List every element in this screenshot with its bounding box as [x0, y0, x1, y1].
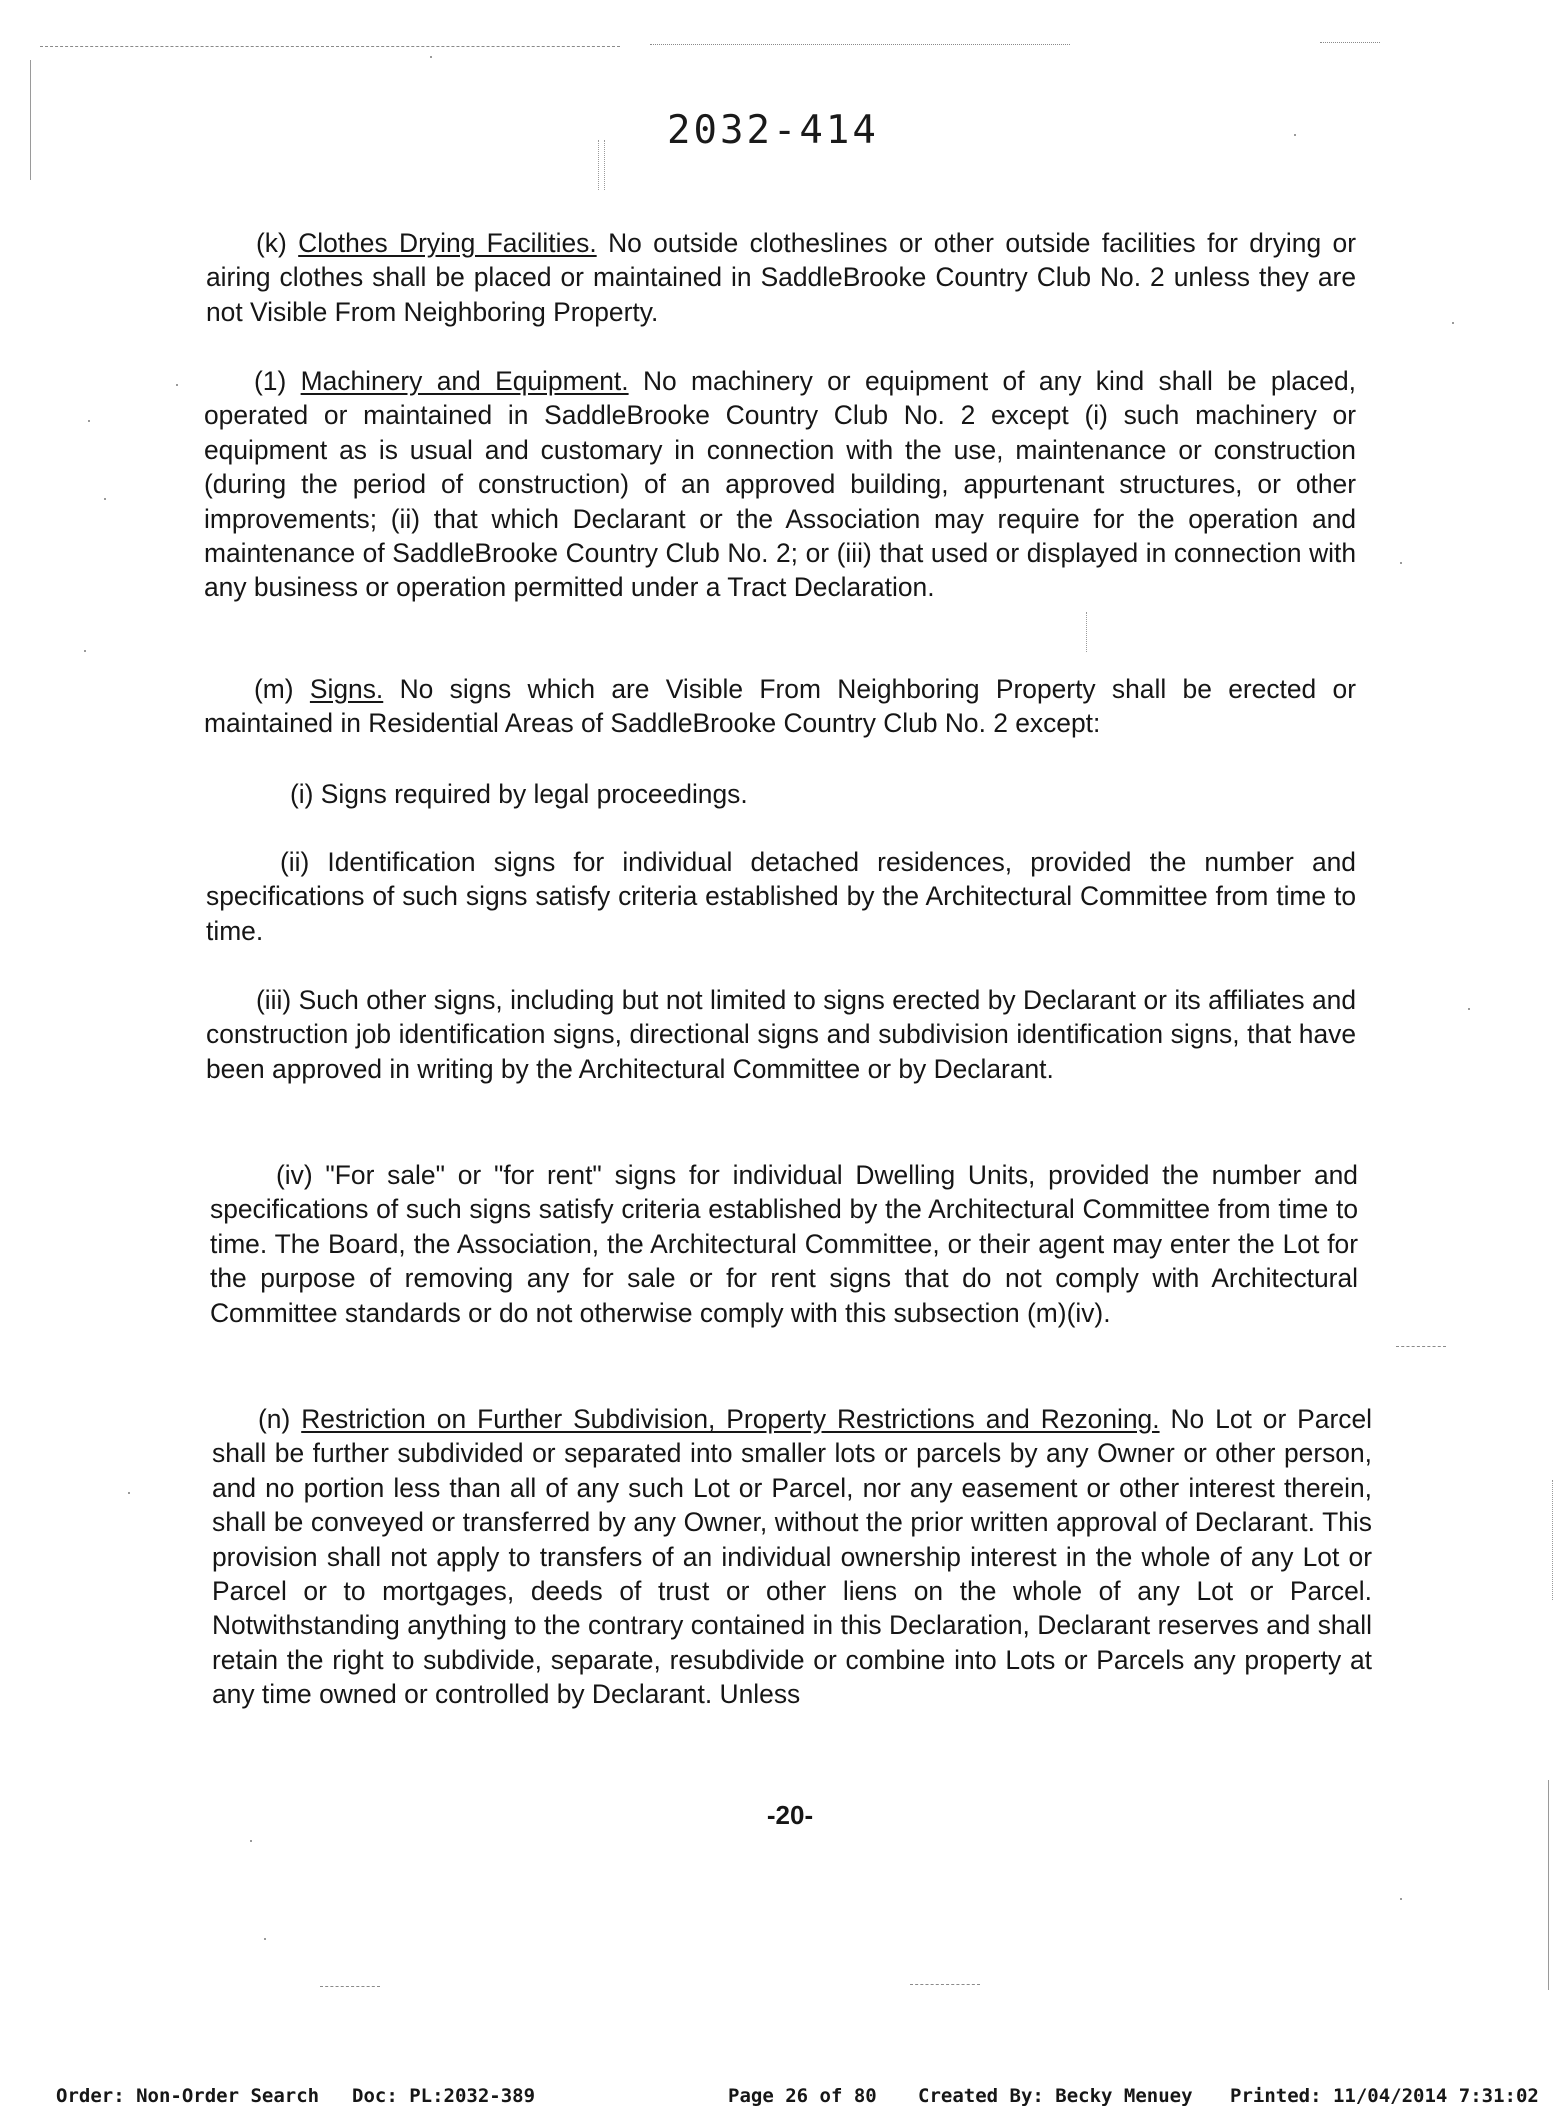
- scan-speck: [1400, 562, 1402, 564]
- paragraph-m-label: (m): [254, 674, 294, 704]
- scan-speck: [176, 384, 178, 386]
- paragraph-m-body: No signs which are Visible From Neighboring Property shall be erected or maintained in Residential Areas of SaddleBrooke Country Club No. 2 except:: [204, 674, 1356, 739]
- scan-artifact-center-mark-2: [604, 140, 605, 190]
- paragraph-l-heading: Machinery and Equipment.: [300, 366, 629, 396]
- scan-artifact-right-dash: [1396, 1346, 1446, 1347]
- scan-speck: [88, 420, 90, 422]
- scan-speck: [264, 1938, 266, 1940]
- scan-speck: [128, 1492, 130, 1494]
- sign-item-i: (i) Signs required by legal proceedings.: [290, 779, 748, 809]
- paragraph-l-label: (1): [254, 366, 287, 396]
- paragraph-n-body: No Lot or Parcel shall be further subdivided or separated into smaller lots or parcels by any Owner or other person, and no portion less than all of any such Lot or Parcel, nor any easement or other interest therein, shall be conveyed or transferred by any Owner, without the prior written approval of Declarant. This provision shall not apply to transfers of an individual ownership interest in the whole of any Lot or Parcel or to mortgages, deeds of trust or other liens on the whole of any Lot or Parcel. Notwithstanding anything to the contrary contained in this Declaration, Declarant reserves and shall retain the right to subdivide, separate, resubdivide or combine into Lots or Parcels any property at any time owned or controlled by Declarant. Unless: [212, 1404, 1372, 1710]
- paragraph-k-body: No outside clotheslines or other outside facilities for drying or airing clothes shall be placed or maintained in SaddleBrooke Country Club No. 2 unless they are not Visible From Neighboring Property.: [206, 228, 1356, 327]
- scan-artifact-right-mark: [1552, 1480, 1553, 1600]
- paragraph-k-heading: Clothes Drying Facilities.: [298, 228, 597, 258]
- paragraph-k: [206, 226, 1356, 329]
- scan-speck: [1468, 1008, 1470, 1010]
- sign-item-iii: (iii) Such other signs, including but not limited to signs erected by Declarant or its affiliates and construction job identification signs, directional signs and subdivision identification signs, that have been approved in writing by the Architectural Committee or by Declarant.: [206, 985, 1356, 1084]
- paragraph-m: [204, 672, 1356, 741]
- scan-artifact-left-edge: [30, 60, 31, 180]
- scan-artifact-bottom-line-2: [910, 1984, 980, 1985]
- scan-artifact-right-edge: [1548, 1780, 1549, 1990]
- scan-speck: [84, 650, 86, 652]
- scan-artifact-top-line-right: [650, 44, 1070, 45]
- paragraph-k-label: (k): [256, 228, 287, 258]
- sign-item-iv: (iv) "For sale" or "for rent" signs for individual Dwelling Units, provided the number and specifications of such signs satisfy criteria established by the Architectural Committee from time to time. The Board, the Association, the Architectural Committee, or their agent may enter the Lot for the purpose of removing any for sale or for rent signs that do not comply with Architectural Committee standards or do not otherwise comply with this subsection (m)(iv).: [210, 1160, 1358, 1328]
- scan-speck: [1400, 1898, 1402, 1900]
- scan-artifact-bottom-line: [320, 1986, 380, 1987]
- paragraph-l-body: No machinery or equipment of any kind shall be placed, operated or maintained in SaddleBrooke Country Club No. 2 except (i) such machinery or equipment as is usual and customary in connection with the use, maintenance or construction (during the period of construction) of an approved building, appurtenant structures, or other improvements; (ii) that which Declarant or the Association may require for the operation and maintenance of SaddleBrooke Country Club No. 2; or (iii) that used or displayed in connection with any business or operation permitted under a Tract Declaration.: [204, 366, 1356, 603]
- document-number: 2032-414: [667, 108, 879, 153]
- scan-artifact-text-mark: [1086, 612, 1087, 652]
- page-number: -20-: [766, 1800, 814, 1830]
- footer-order: Order: Non-Order Search: [56, 2085, 320, 2107]
- paragraph-l: [204, 364, 1356, 605]
- footer-printed: Printed: 11/04/2014 7:31:02: [1230, 2085, 1539, 2107]
- footer-created-by: Created By: Becky Menuey: [918, 2085, 1193, 2107]
- paragraph-n-heading: Restriction on Further Subdivision, Property Restrictions and Rezoning.: [301, 1404, 1160, 1434]
- footer-page: Page 26 of 80: [728, 2085, 877, 2107]
- footer-doc: Doc: PL:2032-389: [352, 2085, 536, 2107]
- paragraph-m-heading: Signs.: [309, 674, 384, 704]
- scan-speck: [1294, 134, 1296, 136]
- sign-item-ii: (ii) Identification signs for individual detached residences, provided the number and specifications of such signs satisfy criteria established by the Architectural Committee from time to time.: [206, 847, 1356, 946]
- scan-artifact-top-line-far-right: [1320, 42, 1380, 43]
- paragraph-n: [212, 1402, 1372, 1712]
- scan-speck: [1452, 322, 1454, 324]
- scan-artifact-top-line: [40, 46, 620, 47]
- scan-speck: [250, 1840, 252, 1842]
- scan-artifact-center-mark: [598, 140, 599, 190]
- paragraph-n-label: (n): [258, 1404, 291, 1434]
- scan-speck: [430, 56, 432, 58]
- print-footer: [56, 2085, 1560, 2109]
- scan-speck: [104, 498, 106, 500]
